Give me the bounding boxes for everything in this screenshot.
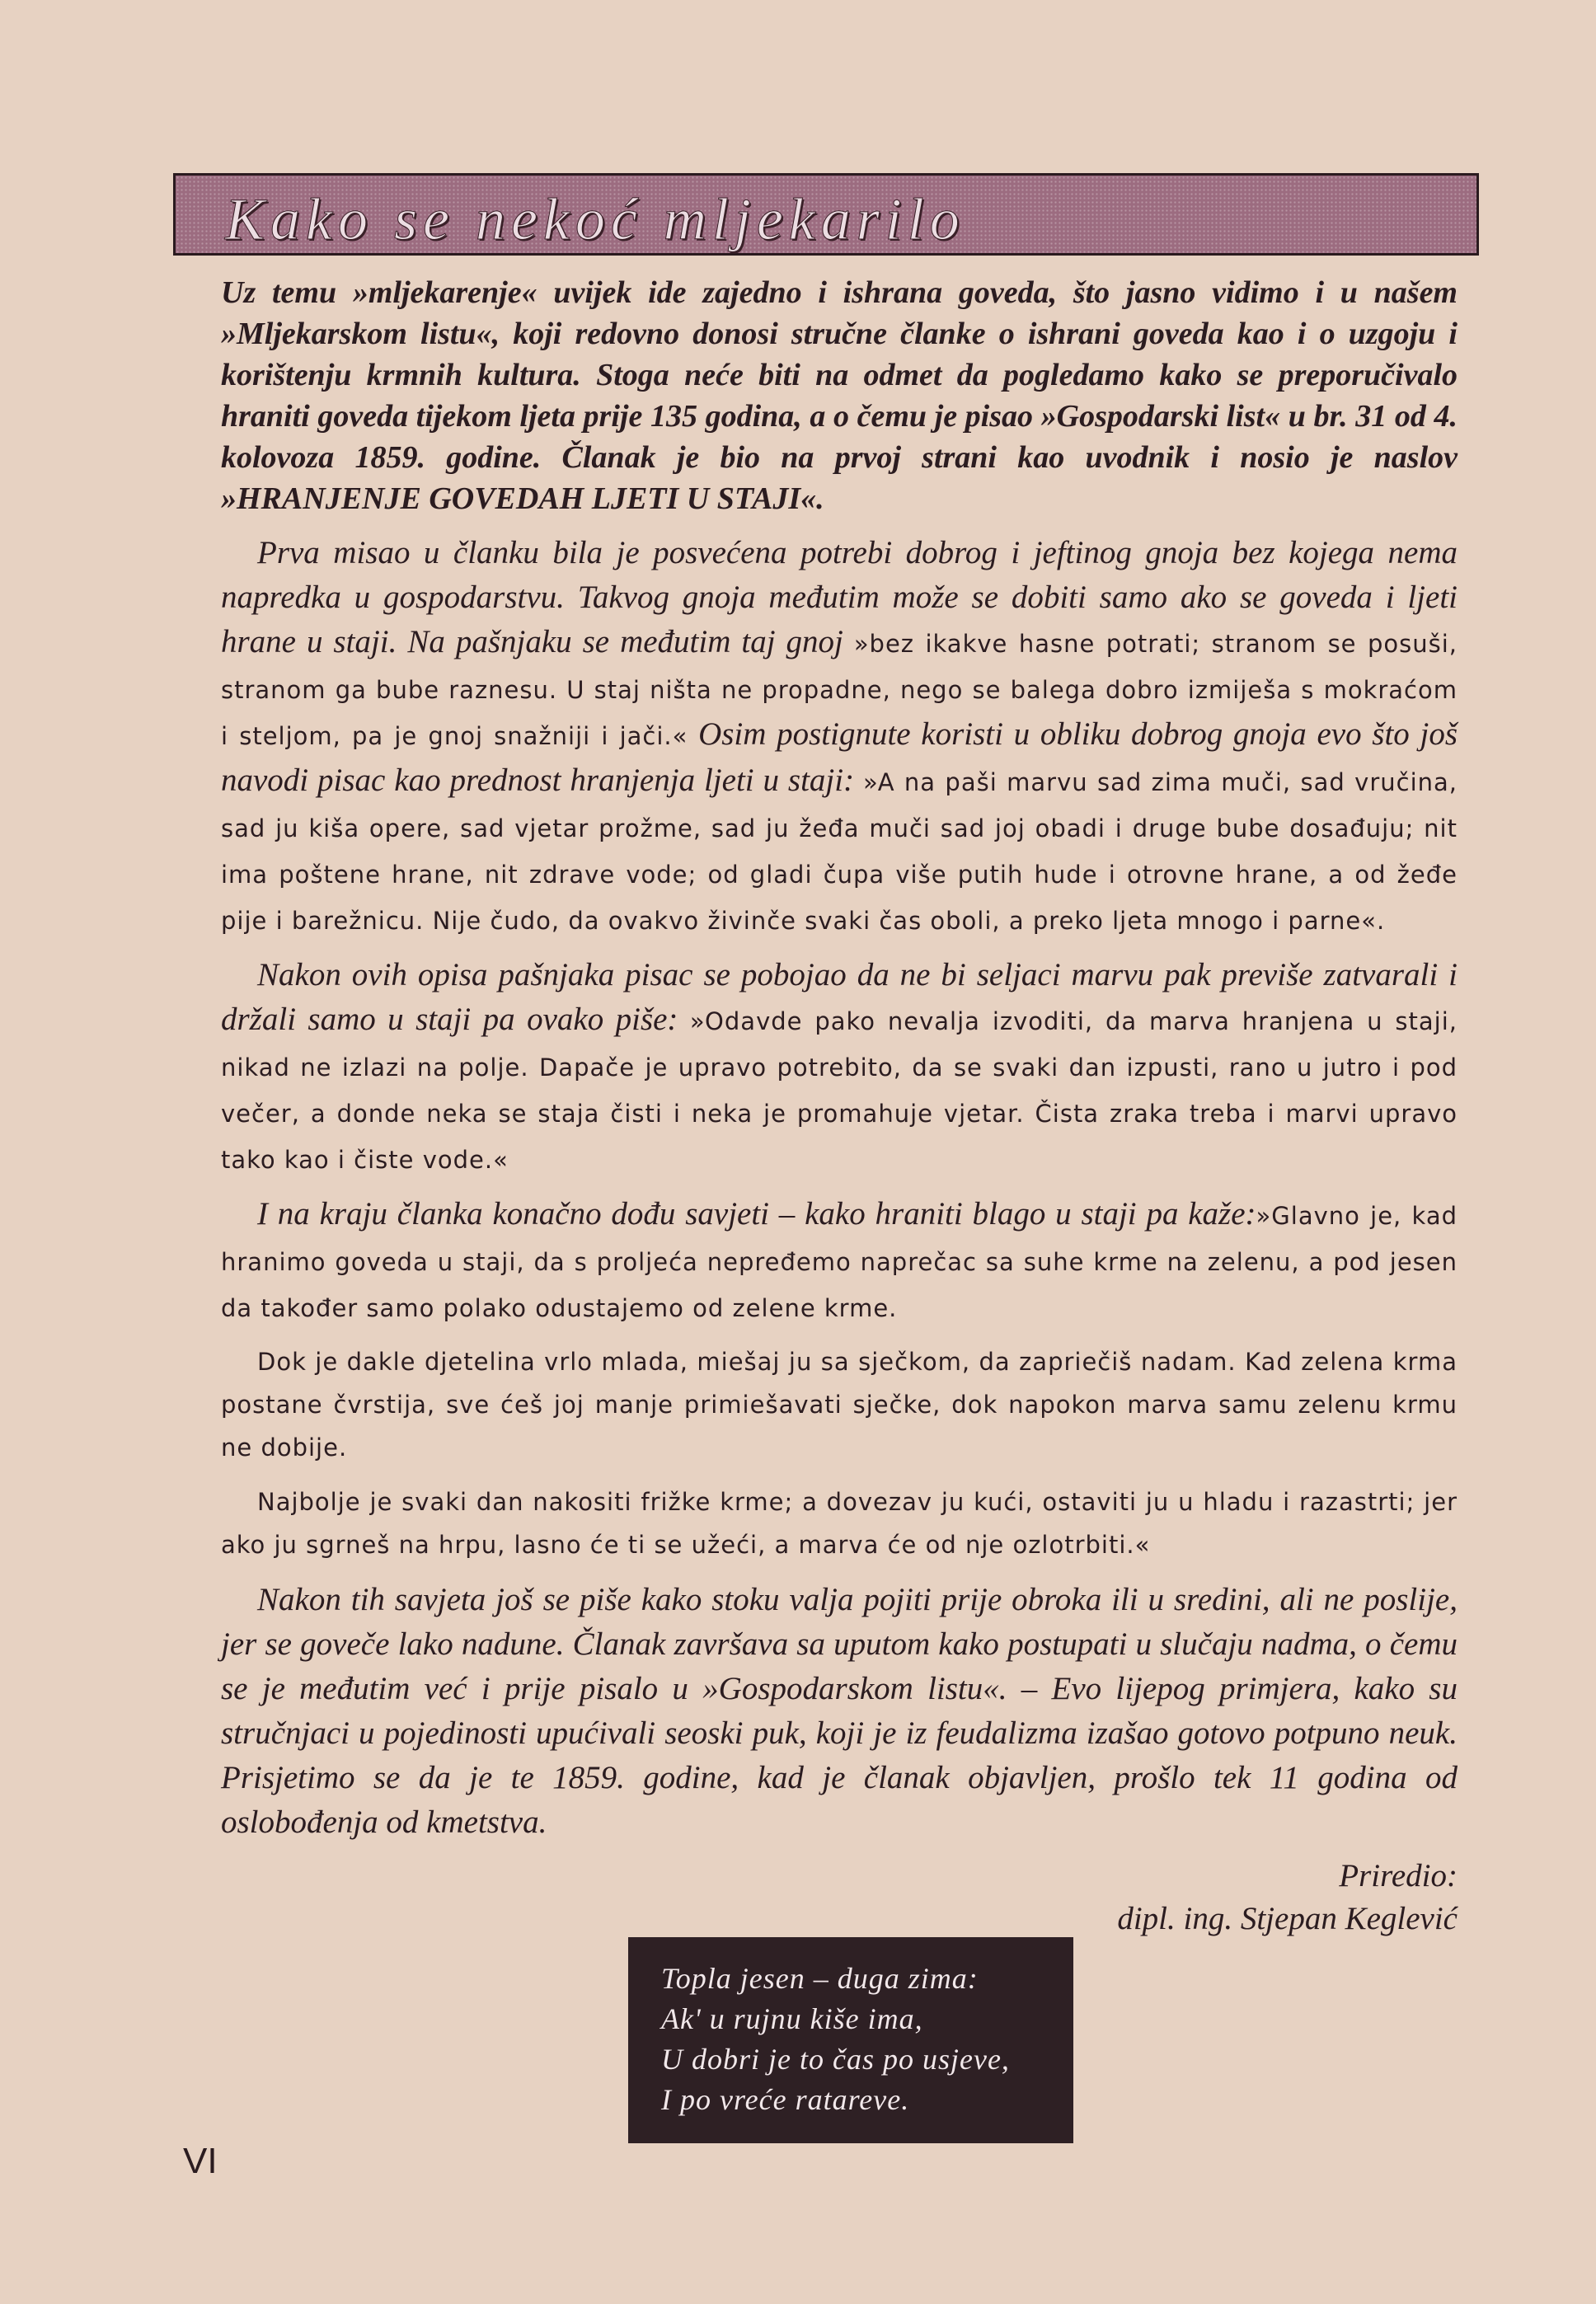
p1-text-1: Prva misao u članku bila je posvećena potrebi dobrog i jeftinog gnoja bez kojega nema napredka u gospodarstvu. Takvog gnoja međutim može se dobiti samo ako se goveda i ljeti hrane u staji. Na pašnjaku se međutim taj gnoj: [221, 535, 1458, 659]
p1-text-2: Osim postignute koristi u obliku dobrog gnoja evo što još navodi pisac kao prednost hranjenja ljeti u staji:: [221, 716, 1458, 798]
quote-paragraph-5: Najbolje je svaki dan nakositi frižke krme; a dovezav ju kući, ostaviti ju u hladu i razastrti; jer ako ju sgrneš na hrpu, lasno će ti se užeći, a marva će od nje ozlotrbiti.«: [221, 1488, 1458, 1559]
intro-paragraph: Uz temu »mljekarenje« uvijek ide zajedno i ishrana goveda, što jasno vidimo i u našem »Mljekarskom listu«, koji redovno donosi stručne članke o ishrani goveda kao i o uzgoju i korištenju krmnih kultura. Stoga neće biti na odmet da pogledamo kako se preporučivalo hraniti goveda tijekom ljeta prije 135 godina, a o čemu je pisao »Gospodarski list« u br. 31 od 4. kolovoza 1859. godine. Članak je bio na prvoj strani kao uvodnik i nosio je naslov »HRANJENJE GOVEDAH LJETI U STAJI«.: [221, 275, 1458, 516]
signature-name: dipl. ing. Stjepan Keglević: [1117, 1901, 1458, 1936]
paragraph-3: [221, 1192, 1458, 1330]
p1-quote-2: »A na paši marvu sad zima muči, sad vručina, sad ju kiša opere, sad vjetar prožme, sad ju žeđa muči sad joj obadi i druge bube dosađuju; nit ima poštene hrane, nit zdrave vode; od gladi čupa više putih hude i otrovne hrane, a od žeđe pije i barežnicu. Nije čudo, da ovakvo živinče svaki čas oboli, a preko ljeta mnogo i parne«.: [221, 768, 1458, 935]
proverb-line: U dobri je to čas po usjeve,: [661, 2043, 1010, 2076]
quote-paragraph-4: Dok je dakle djetelina vrlo mlada, miešaj ju sa sječkom, da zapriečiš nadam. Kad zelena krma postane čvrstija, sve ćeš joj manje primiešavati sječke, dok napokon marva samu zelenu krmu ne dobije.: [221, 1348, 1458, 1462]
title-banner: [173, 173, 1479, 256]
article-body: [221, 272, 1458, 1940]
p3-text: I na kraju članka konačno dođu savjeti – kako hraniti blago u staji pa kaže:: [257, 1196, 1256, 1232]
proverb-line: I po vreće ratareve.: [661, 2083, 910, 2116]
paragraph-2: [221, 953, 1458, 1182]
proverb-line: Topla jesen – duga zima:: [661, 1962, 979, 1995]
p1-quote-1: »bez ikakve hasne potrati; stranom se posuši, stranom ga bube raznesu. U staj ništa ne propadne, nego se balega dobro izmiješa s mokraćom i steljom, pa je gnoj snažniji i jači.«: [221, 630, 1458, 750]
signature: [221, 1855, 1458, 1940]
proverb-box: [628, 1937, 1073, 2143]
paragraph-1: [221, 531, 1458, 943]
signature-label: Priredio:: [1339, 1858, 1458, 1893]
page-number: VI: [183, 2141, 218, 2181]
p2-text: Nakon ovih opisa pašnjaka pisac se pobojao da ne bi seljaci marvu pak previše zatvarali i držali samo u staji pa ovako piše:: [221, 957, 1458, 1037]
proverb-line: Ak' u rujnu kiše ima,: [661, 2002, 923, 2035]
article-title: Kako se nekoć mljekarilo: [225, 186, 965, 252]
p2-quote: »Odavde pako nevalja izvoditi, da marva hranjena u staji, nikad ne izlazi na polje. Dapače je upravo potrebito, da se svaki dan izpusti, rano u jutro i pod večer, a donde neka se staja čisti i neka je promahuje vjetar. Čista zraka treba i marvi upravo tako kao i čiste vode.«: [221, 1007, 1458, 1174]
closing-paragraph: Nakon tih savjeta još se piše kako stoku valja pojiti prije obroka ili u sredini, ali ne poslije, jer se goveče lako nadune. Članak završava sa uputom kako postupati u slučaju nadma, o čemu se je međutim već i prije pisalo u »Gospodarskom listu«. – Evo lijepog primjera, kako su stručnjaci u pojedinosti upućivali seoski puk, koji je iz feudalizma izašao gotovo potpuno neuk. Prisjetimo se da je te 1859. godine, kad je članak objavljen, prošlo tek 11 godina od oslobođenja od kmetstva.: [221, 1582, 1458, 1840]
p3-quote: »Glavno je, kad hranimo goveda u staji, da s proljeća nepređemo naprečac sa suhe krme na zelenu, a pod jesen da također samo polako odustajemo od zelene krme.: [221, 1202, 1458, 1322]
